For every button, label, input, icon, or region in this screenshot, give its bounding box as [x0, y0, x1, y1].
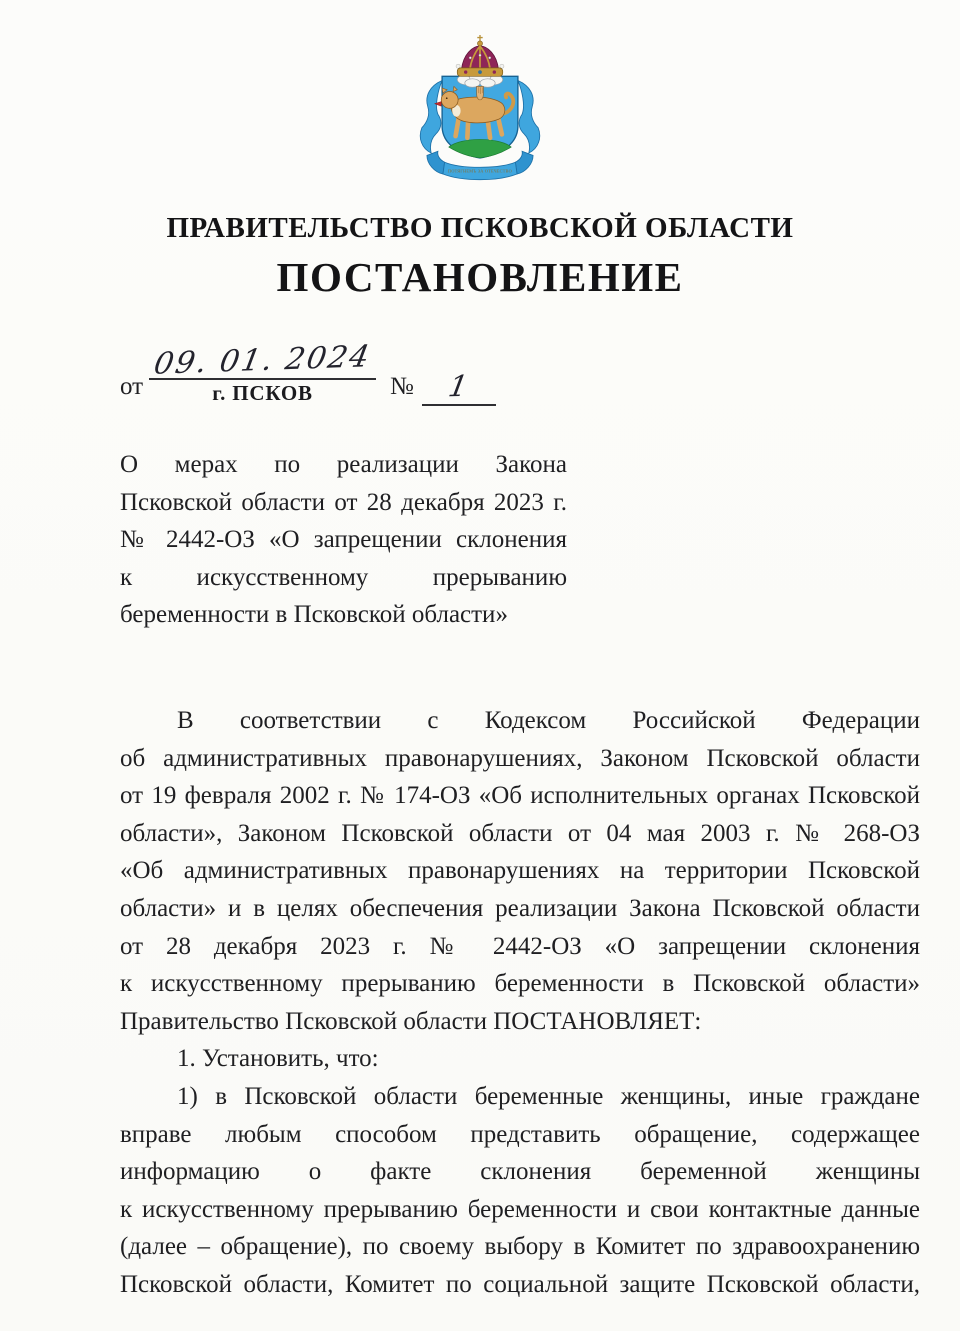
city-label: г. ПСКОВ — [212, 381, 313, 405]
ribbon-left — [420, 81, 442, 153]
text-line: 1. Установить, что: — [177, 1045, 379, 1073]
text-line: О мерах по реализации Закона — [120, 451, 567, 478]
dateline — [120, 339, 960, 406]
handwritten-number: 1 — [445, 368, 473, 404]
text-line: вправе любым способом представить обращение, содержащее — [120, 1120, 920, 1148]
text-line: Правительство Псковской области ПОСТАНОВЛЯЕТ: — [120, 1007, 702, 1035]
number-underline — [422, 370, 496, 406]
motto-ribbon-right-tail — [515, 151, 533, 174]
green-mound — [449, 139, 511, 157]
text-line: № 2442-ОЗ «О запрещении склонения — [120, 526, 567, 554]
text-line: «Об административных правонарушениях на территории Псковской — [120, 857, 920, 885]
document-subject — [120, 446, 567, 634]
text-line: к искусственному прерыванию беременности и свои контактные данные — [120, 1195, 920, 1223]
blessing-hand-icon — [477, 86, 484, 99]
text-line: информацию о факте склонения беременной женщины — [120, 1158, 920, 1186]
motto-ribbon-left-tail — [427, 151, 445, 174]
paragraph — [120, 702, 920, 1040]
authority-title: ПРАВИТЕЛЬСТВО ПСКОВСКОЙ ОБЛАСТИ — [166, 212, 794, 244]
document-body — [120, 702, 920, 1304]
paragraph — [120, 1040, 920, 1078]
document-type-title: ПОСТАНОВЛЕНИЕ — [276, 254, 684, 300]
number-label: № — [389, 373, 414, 400]
date-from-label: от — [120, 373, 144, 400]
crown-icon — [456, 35, 504, 76]
text-line: 1) в Псковской области беременные женщины, иные граждане — [177, 1082, 920, 1110]
paragraph — [120, 1078, 920, 1304]
coat-of-arms — [0, 30, 960, 190]
handwritten-date: 09. 01. 2024 — [151, 339, 374, 382]
date-underline — [149, 339, 376, 382]
text-line: Псковской области от 28 декабря 2023 г. — [120, 488, 567, 516]
pskov-coat-of-arms-icon — [400, 30, 560, 190]
ribbon-right — [518, 81, 540, 153]
text-line: В соответствии с Кодексом Российской Федерации — [177, 706, 920, 734]
text-line: от 19 февраля 2002 г. № 174-ОЗ «Об исполнительных органах Псковской — [120, 782, 920, 810]
text-line: беременности в Псковской области» — [120, 601, 508, 629]
text-line: к искусственному прерыванию беременности в Псковской области» — [120, 970, 920, 998]
text-line: об административных правонарушениях, Законом Псковской области — [120, 744, 920, 772]
text-line: (далее – обращение), по своему выбору в Комитет по здравоохранению — [120, 1233, 920, 1261]
text-line: Псковской области, Комитет по социальной защите Псковской области, — [120, 1270, 920, 1298]
text-line: области» и в целях обеспечения реализации Закона Псковской области — [120, 894, 920, 922]
text-line: от 28 декабря 2023 г. № 2442-ОЗ «О запрещении склонения — [120, 932, 920, 960]
text-line: к искусственному прерыванию — [120, 563, 567, 591]
text-line: области», Законом Псковской области от 04 мая 2003 г. № 268-ОЗ — [120, 819, 920, 847]
date-slot — [149, 339, 376, 406]
motto-text: ПОТЯГНЕМЪ ЗА ОТЕЧЕСТВО — [448, 168, 512, 174]
